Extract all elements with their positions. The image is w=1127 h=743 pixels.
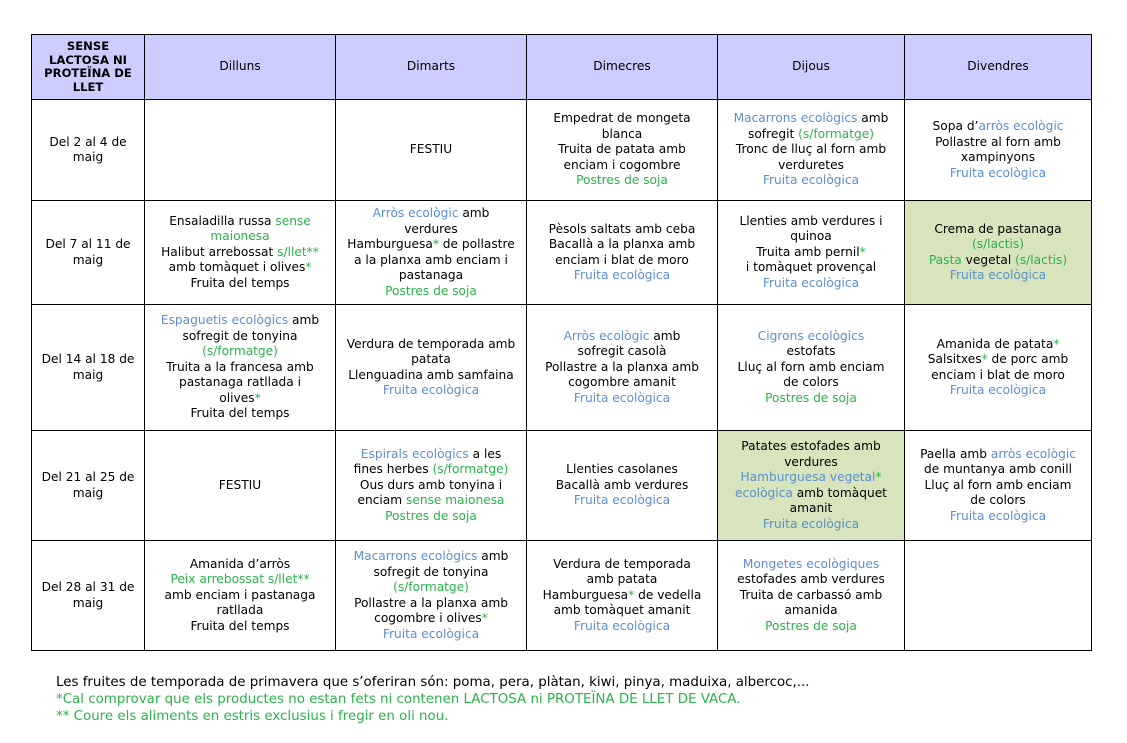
menu-text: de porc amb — [987, 352, 1069, 366]
menu-line — [149, 619, 331, 635]
menu-line — [722, 158, 900, 174]
week-row — [32, 305, 1092, 431]
menu-text: a les — [468, 446, 502, 461]
menu-text: s/llet** — [277, 244, 319, 259]
menu-cell-dimarts — [336, 201, 527, 305]
menu-line — [149, 588, 331, 604]
day-header-dimecres: Dimecres — [527, 35, 718, 100]
menu-text: Paella amb — [920, 446, 991, 461]
menu-text: arròs ecològic — [990, 446, 1076, 461]
menu-text: * — [859, 244, 866, 259]
menu-text: (s/formatge) — [393, 580, 469, 594]
menu-line — [149, 391, 331, 407]
menu-line — [340, 493, 522, 509]
day-header-dijous: Dijous — [718, 35, 905, 100]
menu-text: Pollastre a la planxa amb — [545, 359, 699, 374]
menu-text: amb enciam i pastanaga — [164, 587, 316, 602]
menu-text: Sopa d’ — [932, 119, 979, 133]
menu-line — [722, 229, 900, 245]
menu-line — [909, 150, 1087, 166]
menu-text: Fruita del temps — [190, 618, 290, 633]
menu-text: arròs ecològic — [978, 119, 1064, 133]
menu-text: Postres de soja — [576, 173, 668, 188]
menu-line — [909, 447, 1087, 463]
menu-text: amb — [477, 549, 509, 563]
menu-text: Salsitxes — [927, 352, 982, 366]
menu-text: de pollastre — [438, 237, 515, 251]
menu-text: pastanaga — [398, 268, 464, 282]
footer-notes — [56, 674, 810, 725]
menu-text: (s/formatge) — [798, 126, 874, 141]
menu-line — [722, 127, 900, 143]
menu-text: Espirals ecològics — [360, 446, 469, 461]
menu-text: Amanida de patata — [936, 336, 1054, 351]
lactose-note: *Cal comprovar que els productes no estan fets ni contenen LACTOSA ni PROTEÏNA DE LLET DE VACA. — [56, 692, 741, 707]
menu-text: Fruita ecològica — [949, 268, 1047, 282]
menu-line — [340, 352, 522, 368]
menu-text: Fruita ecològica — [573, 618, 671, 633]
day-header-divendres: Divendres — [905, 35, 1092, 100]
menu-line — [722, 214, 900, 230]
menu-text: (s/lactis) — [1015, 252, 1068, 267]
menu-text: vegetal — [961, 252, 1016, 267]
menu-body — [32, 100, 1092, 651]
menu-line — [909, 237, 1087, 253]
menu-cell-dimarts — [336, 541, 527, 651]
menu-text: fines herbes — [353, 462, 433, 477]
menu-line — [909, 368, 1087, 384]
menu-line — [340, 565, 522, 581]
cooking-note: ** Coure els aliments en estris exclusius i fregir en oli nou. — [56, 709, 449, 724]
menu-text: Fruita ecològica — [382, 383, 480, 397]
menu-text: Pollastre a la planxa amb — [354, 595, 508, 610]
menu-text: Truita de patata amb — [558, 142, 686, 157]
menu-text: enciam i blat de moro — [931, 367, 1065, 382]
menu-line — [149, 406, 331, 422]
menu-text: amb patata — [586, 572, 658, 587]
menu-text: Verdura de temporada amb — [346, 336, 516, 351]
menu-text: Llenguadina amb samfaina — [348, 367, 514, 382]
week-row — [32, 541, 1092, 651]
menu-line — [531, 268, 713, 284]
menu-line — [531, 111, 713, 127]
menu-text: Macarrons ecològics — [733, 111, 858, 126]
menu-line — [340, 580, 522, 596]
menu-line — [909, 119, 1087, 135]
menu-line — [909, 268, 1087, 284]
menu-line — [531, 572, 713, 588]
menu-text: (s/formatge) — [202, 344, 278, 359]
menu-line — [149, 603, 331, 619]
menu-line — [340, 627, 522, 643]
menu-text: amb — [857, 111, 889, 126]
week-row — [32, 201, 1092, 305]
menu-text: estofats — [786, 344, 836, 359]
menu-text: enciam i cogombre — [563, 157, 681, 172]
menu-line — [531, 375, 713, 391]
menu-line — [722, 329, 900, 345]
menu-line — [909, 166, 1087, 182]
menu-text: Ensaladilla russa — [169, 213, 276, 228]
menu-line — [531, 603, 713, 619]
menu-line — [722, 470, 900, 486]
menu-text: Postres de soja — [765, 390, 857, 405]
menu-text: olives — [219, 390, 255, 405]
menu-text: Lluç al forn amb enciam — [737, 359, 885, 374]
menu-cell-divendres — [905, 431, 1092, 541]
menu-text: a la planxa amb enciam i — [354, 252, 508, 267]
menu-line — [722, 344, 900, 360]
menu-text: de colors — [970, 493, 1026, 508]
menu-line — [149, 478, 331, 494]
menu-text: FESTIU — [218, 477, 262, 492]
menu-line — [531, 253, 713, 269]
menu-line — [340, 509, 522, 525]
menu-line — [722, 619, 900, 635]
menu-text: amanida — [784, 603, 838, 618]
menu-text: ratllada — [216, 603, 264, 618]
menu-cell-dijous — [718, 541, 905, 651]
menu-text: quinoa — [790, 229, 832, 244]
menu-text: Fruita ecològica — [949, 165, 1047, 180]
menu-text: verdures — [784, 454, 838, 469]
menu-text: amb — [458, 206, 490, 220]
menu-line — [340, 253, 522, 269]
menu-text: sense maionesa — [406, 493, 505, 508]
menu-line — [722, 360, 900, 376]
menu-text: * — [254, 390, 261, 405]
menu-line — [149, 375, 331, 391]
day-header-dimarts: Dimarts — [336, 35, 527, 100]
menu-cell-dimecres — [527, 100, 718, 201]
header-row — [32, 35, 1092, 100]
menu-text: Verdura de temporada — [553, 556, 691, 571]
menu-text: verduretes — [778, 157, 844, 172]
menu-line — [531, 344, 713, 360]
menu-line — [340, 462, 522, 478]
menu-text: patata — [411, 352, 451, 366]
menu-line — [722, 173, 900, 189]
menu-text: Ous durs amb tonyina i — [359, 477, 503, 492]
menu-line — [340, 596, 522, 612]
menu-line — [149, 344, 331, 360]
menu-text: Hamburguesa — [542, 587, 629, 602]
diet-title: SENSE LACTOSA NI PROTEÏNA DE LLET — [32, 35, 145, 100]
menu-text: * — [305, 260, 312, 275]
menu-text: Pasta — [928, 252, 962, 267]
menu-text: Truita a la francesa amb — [166, 359, 314, 374]
menu-text: amb tomàquet i olives — [168, 260, 306, 275]
menu-text: (s/formatge) — [432, 462, 509, 477]
menu-text: Fruita ecològica — [949, 383, 1047, 397]
menu-text: Fruita ecològica — [573, 493, 671, 508]
menu-text: de vedella — [634, 587, 702, 602]
menu-line — [531, 619, 713, 635]
menu-line — [722, 276, 900, 292]
menu-text: Truita de carbassó amb — [739, 587, 883, 602]
menu-line — [531, 493, 713, 509]
menu-text: sofregit casolà — [577, 344, 667, 359]
menu-line — [531, 158, 713, 174]
menu-text: Peix arrebossat s/llet** — [170, 572, 310, 587]
menu-line — [149, 557, 331, 573]
menu-line — [340, 268, 522, 284]
menu-line — [340, 237, 522, 253]
menu-line — [909, 253, 1087, 269]
menu-text: Tronc de lluç al forn amb — [735, 142, 887, 157]
menu-text: cogombre amanit — [568, 375, 676, 390]
menu-text: Pèsols saltats amb ceba — [548, 221, 696, 236]
menu-line — [340, 549, 522, 565]
menu-text: sofregit — [748, 126, 799, 141]
menu-line — [531, 173, 713, 189]
menu-line — [340, 206, 522, 222]
menu-cell-dijous — [718, 431, 905, 541]
menu-line — [722, 603, 900, 619]
menu-text: Fruita del temps — [190, 275, 290, 290]
menu-line — [909, 337, 1087, 353]
menu-line — [149, 572, 331, 588]
menu-text: i tomàquet provençal — [745, 260, 877, 275]
menu-text: ecològica — [735, 485, 793, 500]
menu-line — [340, 222, 522, 238]
menu-cell-divendres — [905, 305, 1092, 431]
menu-text: amb tomàquet — [792, 485, 887, 500]
menu-line — [531, 360, 713, 376]
week-label: Del 2 al 4 de maig — [32, 100, 145, 201]
menu-text: amanit — [789, 501, 833, 515]
menu-line — [149, 229, 331, 245]
menu-line — [722, 455, 900, 471]
menu-line — [531, 237, 713, 253]
week-label: Del 7 al 11 de maig — [32, 201, 145, 305]
menu-text: sense — [275, 213, 311, 228]
seasonal-fruits-note: Les fruites de temporada de primavera que s’oferiran són: poma, pera, plàtan, kiwi, pinya, maduixa, albercoc,... — [56, 675, 810, 690]
menu-line — [722, 111, 900, 127]
menu-cell-dilluns — [145, 541, 336, 651]
menu-text: Pollastre al forn amb — [935, 134, 1061, 149]
menu-text: Postres de soja — [385, 508, 477, 523]
menu-line — [909, 493, 1087, 509]
day-header-dilluns: Dilluns — [145, 35, 336, 100]
menu-line — [722, 572, 900, 588]
menu-text: Cigrons ecològics — [757, 328, 865, 343]
menu-line — [149, 245, 331, 261]
menu-text: amb — [288, 313, 320, 328]
menu-cell-dimecres — [527, 305, 718, 431]
menu-cell-dimarts — [336, 305, 527, 431]
menu-cell-dijous — [718, 100, 905, 201]
menu-text: pastanaga ratllada i — [178, 375, 302, 390]
menu-text: Lluç al forn amb enciam — [924, 477, 1072, 492]
menu-text: Llenties casolanes — [566, 462, 678, 477]
menu-text: maionesa — [210, 229, 270, 244]
menu-line — [909, 462, 1087, 478]
menu-text: Fruita ecològica — [573, 390, 671, 405]
menu-text: Hamburguesa vegetal — [740, 470, 876, 484]
menu-text: Patates estofades amb — [741, 439, 881, 453]
menu-text: sofregit de tonyina — [373, 564, 489, 579]
menu-line — [531, 142, 713, 158]
menu-line — [340, 478, 522, 494]
menu-cell-dilluns — [145, 100, 336, 201]
menu-line — [531, 391, 713, 407]
menu-text: Mongetes ecològiques — [742, 556, 880, 571]
menu-line — [340, 611, 522, 627]
week-label: Del 14 al 18 de maig — [32, 305, 145, 431]
menu-cell-dijous — [718, 201, 905, 305]
menu-text: Bacallà a la planxa amb — [548, 237, 696, 251]
menu-line — [909, 478, 1087, 494]
menu-text: Arròs ecològic — [372, 206, 459, 220]
menu-line — [149, 313, 331, 329]
menu-line — [722, 517, 900, 533]
menu-text: xampinyons — [960, 150, 1036, 164]
menu-cell-dilluns — [145, 305, 336, 431]
menu-text: Bacallà amb verdures — [555, 477, 689, 492]
menu-line — [340, 284, 522, 300]
menu-cell-dimecres — [527, 201, 718, 305]
menu-cell-dimecres — [527, 431, 718, 541]
menu-cell-dijous — [718, 305, 905, 431]
menu-text: Macarrons ecològics — [353, 549, 478, 563]
week-label: Del 21 al 25 de maig — [32, 431, 145, 541]
menu-text: estofades amb verdures — [737, 572, 885, 587]
menu-line — [722, 391, 900, 407]
menu-text: blanca — [601, 126, 643, 141]
menu-text: verdures — [404, 221, 458, 236]
menu-text: * — [432, 237, 439, 251]
menu-line — [909, 352, 1087, 368]
menu-text: * — [875, 470, 882, 484]
menu-text: enciam — [357, 493, 406, 508]
menu-line — [340, 337, 522, 353]
menu-line — [149, 329, 331, 345]
menu-text: Truita amb pernil — [756, 244, 860, 259]
menu-line — [340, 383, 522, 399]
menu-line — [722, 142, 900, 158]
menu-text: Empedrat de mongeta — [553, 111, 691, 126]
menu-text: Hamburguesa — [347, 237, 433, 251]
menu-line — [340, 447, 522, 463]
menu-line — [531, 329, 713, 345]
menu-text: cogombre i olives — [374, 611, 482, 625]
menu-text: FESTIU — [409, 142, 453, 157]
menu-line — [531, 462, 713, 478]
menu-text: Amanida d’arròs — [189, 556, 291, 571]
menu-text: Fruita ecològica — [949, 508, 1047, 523]
menu-line — [722, 439, 900, 455]
menu-cell-dimecres — [527, 541, 718, 651]
menu-text: de colors — [783, 375, 839, 390]
menu-text: * — [481, 611, 488, 625]
menu-text: Postres de soja — [765, 618, 857, 633]
menu-line — [340, 368, 522, 384]
menu-text: Arròs ecològic — [563, 328, 650, 343]
menu-line — [722, 260, 900, 276]
menu-line — [340, 142, 522, 158]
menu-text: sofregit de tonyina — [182, 328, 298, 343]
menu-text: Espaguetis ecològics — [160, 313, 289, 328]
menu-text: amb — [649, 328, 681, 343]
menu-line — [909, 135, 1087, 151]
menu-line — [531, 588, 713, 604]
menu-line — [531, 478, 713, 494]
menu-line — [149, 260, 331, 276]
menu-text: Fruita ecològica — [762, 173, 860, 188]
menu-text: Fruita ecològica — [573, 268, 671, 282]
menu-text: de muntanya amb conill — [924, 462, 1072, 477]
menu-text: Fruita ecològica — [382, 626, 480, 641]
menu-line — [149, 276, 331, 292]
menu-cell-divendres — [905, 100, 1092, 201]
week-label: Del 28 al 31 de maig — [32, 541, 145, 651]
menu-cell-divendres — [905, 201, 1092, 305]
menu-text: Llenties amb verdures i — [739, 213, 883, 228]
menu-text: * — [1053, 336, 1060, 351]
menu-line — [531, 127, 713, 143]
menu-cell-dilluns — [145, 431, 336, 541]
menu-line — [149, 214, 331, 230]
menu-table — [31, 34, 1092, 651]
menu-text: Postres de soja — [385, 283, 477, 298]
menu-text: Fruita ecològica — [762, 275, 860, 290]
menu-line — [531, 557, 713, 573]
menu-text: Fruita ecològica — [762, 516, 860, 531]
menu-line — [722, 375, 900, 391]
menu-cell-dimarts — [336, 100, 527, 201]
menu-text: (s/lactis) — [971, 237, 1025, 251]
menu-text: Fruita del temps — [190, 406, 290, 421]
menu-line — [722, 486, 900, 502]
week-row — [32, 100, 1092, 201]
menu-line — [722, 245, 900, 261]
menu-line — [909, 222, 1087, 238]
menu-text: Halibut arrebossat — [161, 244, 278, 259]
menu-text: amb tomàquet amanit — [553, 603, 691, 618]
menu-text: * — [981, 352, 988, 366]
menu-line — [149, 360, 331, 376]
menu-line — [531, 222, 713, 238]
menu-text: enciam i blat de moro — [555, 252, 689, 267]
menu-line — [909, 383, 1087, 399]
menu-line — [722, 588, 900, 604]
menu-text: * — [628, 587, 635, 602]
menu-line — [722, 501, 900, 517]
menu-text: Crema de pastanaga — [934, 221, 1062, 236]
menu-line — [722, 557, 900, 573]
menu-line — [909, 509, 1087, 525]
week-row — [32, 431, 1092, 541]
menu-cell-dimarts — [336, 431, 527, 541]
menu-cell-divendres — [905, 541, 1092, 651]
menu-cell-dilluns — [145, 201, 336, 305]
